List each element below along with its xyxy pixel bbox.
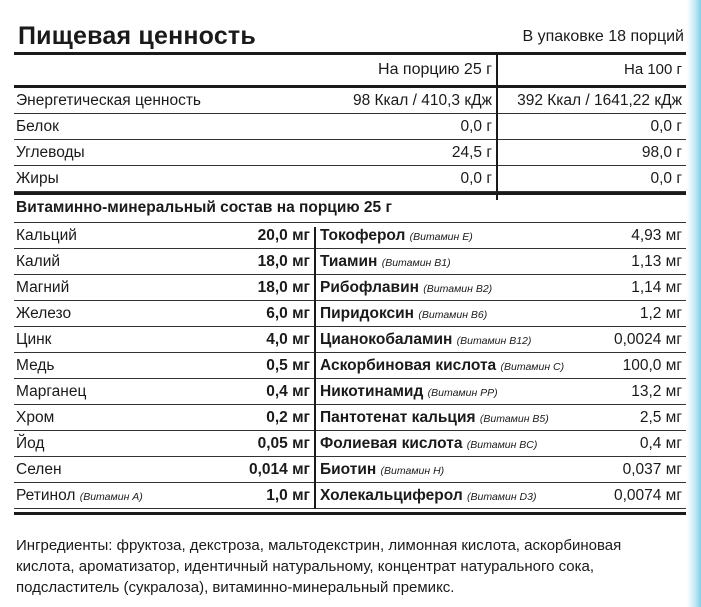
- vitamin-tag: (Витамин C): [500, 361, 565, 373]
- vitamin-section-title: Витаминно-минеральный состав на порцию 25 г: [16, 199, 392, 216]
- vitamin-label: Тиамин: [320, 253, 378, 270]
- mineral-label: Кальций: [16, 227, 77, 244]
- column-per-portion: На порцию 25 г: [378, 61, 492, 78]
- vitamin-value: 0,4 мг: [639, 435, 682, 452]
- mineral-name: [16, 383, 86, 401]
- column-per-100: На 100 г: [623, 61, 682, 78]
- mineral-name: [16, 435, 44, 453]
- vitamin-tag: (Витамин B1): [381, 257, 451, 269]
- vitamin-row: [14, 301, 686, 327]
- mineral-name: [16, 331, 51, 349]
- mineral-label: Йод: [16, 435, 45, 452]
- vitamin-name: [320, 331, 531, 349]
- nutrient-per-100: 0,0 г: [650, 170, 682, 187]
- vitamin-table: [14, 223, 686, 509]
- vitamin-row: [14, 457, 686, 483]
- vitamin-label: Пантотенат кальция: [320, 409, 476, 426]
- vitamin-row: [14, 483, 686, 509]
- vitamin-name: [320, 383, 498, 401]
- vitamin-name: [320, 487, 536, 505]
- vitamin-tag: (Витамин PP): [427, 387, 498, 399]
- vitamin-label: Никотинамид: [320, 383, 424, 400]
- vitamin-value: 1,2 мг: [639, 305, 682, 322]
- mineral-label: Марганец: [16, 383, 87, 400]
- nutrient-per-portion: 98 Ккал / 410,3 кДж: [352, 92, 492, 109]
- mineral-name: [16, 253, 60, 271]
- mineral-name: [16, 305, 71, 323]
- vitamin-name: [320, 461, 444, 479]
- nutrient-per-portion: 24,5 г: [451, 144, 492, 161]
- vitamin-section-header: [14, 192, 686, 223]
- nutrition-row: [14, 166, 686, 192]
- nutrient-name: Углеводы: [16, 144, 85, 161]
- vitamin-value: 2,5 мг: [639, 409, 682, 426]
- mineral-label: Селен: [16, 461, 62, 478]
- mineral-value: 0,2 мг: [266, 409, 310, 426]
- vitamin-label: Токоферол: [320, 227, 406, 244]
- vitamin-label: Цианокобаламин: [320, 331, 453, 348]
- mineral-label: Калий: [16, 253, 61, 270]
- vitamin-value: 13,2 мг: [631, 383, 682, 400]
- label-title: Пищевая ценность: [18, 22, 256, 50]
- nutrition-table: [14, 88, 686, 192]
- vitamin-label: Пиридоксин: [320, 305, 415, 322]
- mineral-name: [16, 279, 69, 297]
- vitamin-row: [14, 223, 686, 249]
- vitamin-label: Рибофлавин: [320, 279, 419, 296]
- divider-vitamin-col: [314, 227, 316, 509]
- mineral-name: [16, 357, 55, 375]
- vitamin-value: 4,93 мг: [631, 227, 682, 244]
- mineral-value: 0,5 мг: [266, 357, 310, 374]
- vitamin-row: [14, 327, 686, 353]
- nutrient-per-portion: 0,0 г: [460, 170, 492, 187]
- mineral-label: Магний: [16, 279, 70, 296]
- vitamin-label: Аскорбиновая кислота: [320, 357, 497, 374]
- nutrient-name: Энергетическая ценность: [16, 92, 201, 109]
- vitamin-tag: (Витамин H): [380, 465, 445, 477]
- vitamin-tag: (Витамин B5): [479, 413, 549, 425]
- bottle-edge-decoration: [687, 0, 701, 607]
- vitamin-row: [14, 249, 686, 275]
- vitamin-row: [14, 431, 686, 457]
- vitamin-tag: (Витамин B6): [418, 309, 488, 321]
- vitamin-name: [320, 253, 451, 271]
- vitamin-name: [320, 409, 549, 427]
- vitamin-value: 100,0 мг: [622, 357, 682, 374]
- mineral-label: Железо: [16, 305, 72, 322]
- nutrient-name: Белок: [16, 118, 59, 135]
- vitamin-value: 0,037 мг: [622, 461, 682, 478]
- mineral-label: Хром: [16, 409, 55, 426]
- vitamin-name: [320, 435, 537, 453]
- vitamin-value: 0,0024 мг: [613, 331, 682, 348]
- vitamin-value: 1,13 мг: [631, 253, 682, 270]
- vitamin-name: [320, 279, 492, 297]
- mineral-value: 0,05 мг: [257, 435, 310, 452]
- mineral-value: 0,014 мг: [248, 461, 310, 478]
- nutrition-row: [14, 114, 686, 140]
- divider-nutrition-col: [496, 55, 498, 200]
- mineral-name: [16, 461, 62, 479]
- nutrient-per-portion: 0,0 г: [460, 118, 492, 135]
- nutrition-row: [14, 140, 686, 166]
- nutrition-row: [14, 88, 686, 114]
- mineral-value: 20,0 мг: [257, 227, 310, 244]
- mineral-value: 6,0 мг: [266, 305, 310, 322]
- nutrient-name: Жиры: [16, 170, 59, 187]
- vitamin-label: Биотин: [320, 461, 377, 478]
- mineral-name: [16, 487, 143, 505]
- mineral-label: Медь: [16, 357, 55, 374]
- mineral-value: 1,0 мг: [266, 487, 310, 504]
- mineral-value: 4,0 мг: [266, 331, 310, 348]
- vitamin-tag: (Витамин B2): [423, 283, 493, 295]
- mineral-label: Цинк: [16, 331, 52, 348]
- mineral-value: 18,0 мг: [257, 279, 310, 296]
- vitamin-tag: (Витамин BC): [466, 439, 538, 451]
- vitamin-name: [320, 305, 487, 323]
- vitamin-label: Фолиевая кислота: [320, 435, 463, 452]
- nutrient-per-100: 98,0 г: [641, 144, 682, 161]
- servings-count: В упаковке 18 порций: [522, 28, 684, 45]
- vitamin-tag: (Витамин E): [409, 231, 473, 243]
- vitamin-label: Холекальциферол: [320, 487, 463, 504]
- mineral-value: 18,0 мг: [257, 253, 310, 270]
- vitamin-row: [14, 405, 686, 431]
- vitamin-row: [14, 379, 686, 405]
- vitamin-name: [320, 357, 564, 375]
- mineral-value: 0,4 мг: [266, 383, 310, 400]
- column-headers: [14, 55, 686, 88]
- mineral-name: [16, 227, 77, 245]
- vitamin-row: [14, 353, 686, 379]
- ingredients-text: Ингредиенты: фруктоза, декстроза, мальтодекстрин, лимонная кислота, аскорбиновая кислота, ароматизатор, идентичный натуральному, концентрат натурального сока, подсластитель (сукралоза), витаминно-минеральный премикс.: [14, 512, 686, 598]
- mineral-label: Ретинол: [16, 487, 76, 504]
- vitamin-value: 0,0074 мг: [613, 487, 682, 504]
- vitamin-row: [14, 275, 686, 301]
- vitamin-tag: (Витамин B12): [456, 335, 532, 347]
- label-header: [14, 8, 686, 55]
- vitamin-name: [320, 227, 473, 245]
- mineral-name: [16, 409, 54, 427]
- mineral-tag: (Витамин A): [79, 491, 143, 503]
- nutrient-per-100: 392 Ккал / 1641,22 кДж: [517, 92, 682, 109]
- vitamin-value: 1,14 мг: [631, 279, 682, 296]
- nutrition-label: [14, 8, 686, 598]
- vitamin-tag: (Витамин D3): [466, 491, 537, 503]
- nutrient-per-100: 0,0 г: [650, 118, 682, 135]
